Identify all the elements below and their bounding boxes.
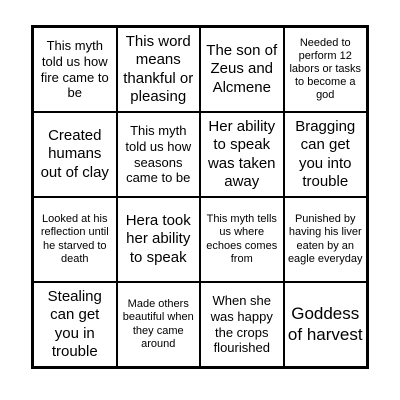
cell-text: This myth told us how seasons came to be (125, 123, 192, 186)
bingo-cell[interactable] (117, 27, 201, 112)
cell-text: Hera took her ability to speak (125, 212, 191, 266)
bingo-cell[interactable] (200, 27, 284, 112)
bingo-cell[interactable] (284, 197, 368, 282)
cell-text: This myth tells us where echoes comes from (206, 213, 278, 265)
cell-text: Created humans out of clay (40, 127, 109, 181)
bingo-cell[interactable] (200, 282, 284, 367)
bingo-cell[interactable] (284, 27, 368, 112)
bingo-cell[interactable] (117, 112, 201, 197)
bingo-cell[interactable] (117, 197, 201, 282)
cell-text: This word means thankful or pleasing (123, 32, 194, 105)
cell-text: Needed to perform 12 labors or tasks to become a god (289, 36, 362, 102)
cell-text: This myth told us how fire came to be (40, 38, 109, 101)
bingo-cell[interactable] (117, 282, 201, 367)
cell-text: Stealing can get you in trouble (47, 287, 102, 360)
cell-text: Made others beautiful when they came around (122, 298, 194, 350)
cell-text: Goddess of harvest (287, 303, 363, 344)
cell-text: The son of Zeus and Alcmene (206, 42, 278, 96)
bingo-cell[interactable] (284, 112, 368, 197)
bingo-cell[interactable] (33, 197, 117, 282)
bingo-cell[interactable] (284, 282, 368, 367)
bingo-board (31, 25, 369, 369)
bingo-cell[interactable] (200, 112, 284, 197)
bingo-cell[interactable] (33, 27, 117, 112)
cell-text: Punished by having his liver eaten by an eagle everyday (287, 213, 363, 265)
bingo-cell[interactable] (33, 112, 117, 197)
bingo-cell[interactable] (200, 197, 284, 282)
cell-text: Her ability to speak was taken away (207, 117, 276, 190)
cell-text: Looked at his reflection until he starved to death (40, 213, 109, 265)
bingo-cell[interactable] (33, 282, 117, 367)
cell-text: When she was happy the crops flourished (210, 293, 273, 356)
cell-text: Bragging can get you into trouble (295, 117, 356, 190)
